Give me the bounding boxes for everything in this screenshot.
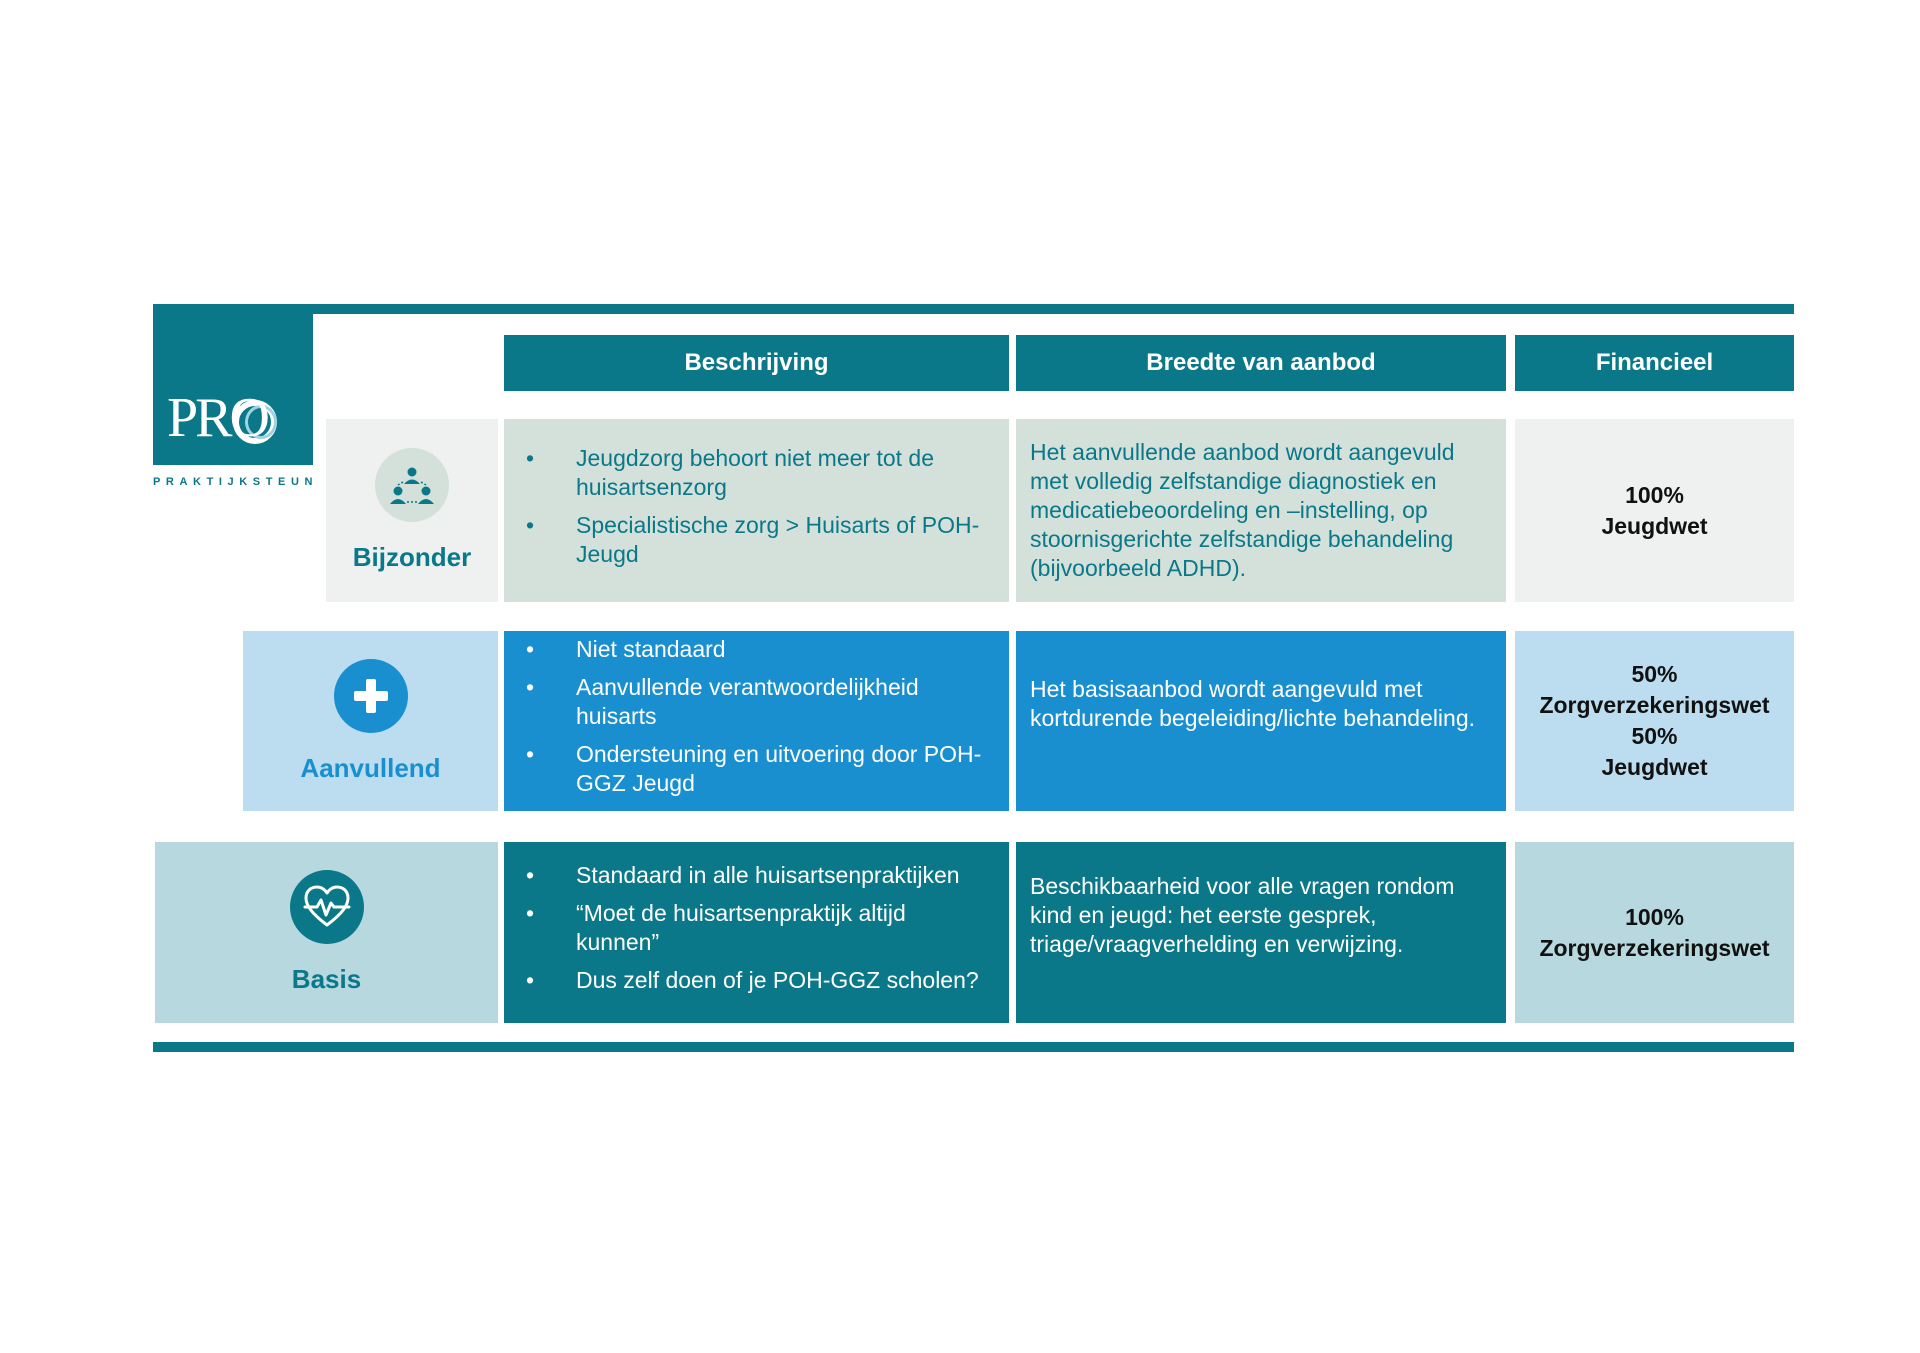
aanbod-cell-aanvullend xyxy=(1016,631,1506,811)
financieel-line: 50% xyxy=(1631,661,1678,687)
plus-icon xyxy=(334,659,408,733)
list-item: • Jeugdzorg behoort niet meer tot de huisartsenzorg xyxy=(520,444,993,502)
aanbod-text: Het aanvullende aanbod wordt aangevuld met volledig zelfstandige diagnostiek en medicatiebeoordeling en –instelling, op stoornisgerichte zelfstandige behandeling (bijvoorbeeld ADHD). xyxy=(1030,439,1455,581)
list-item: • Aanvullende verantwoordelijkheid huisarts xyxy=(520,673,993,731)
header-breedte-van-aanbod: Breedte van aanbod xyxy=(1016,335,1506,391)
aanbod-cell-basis xyxy=(1016,842,1506,1023)
aanbod-text: Het basisaanbod wordt aangevuld met kortdurende begeleiding/lichte behandeling. xyxy=(1030,676,1476,731)
row-label-basis xyxy=(155,842,498,1023)
row-label-bijzonder xyxy=(326,419,498,602)
pro-logo xyxy=(153,304,313,465)
financieel-line: Jeugdwet xyxy=(1601,512,1708,539)
financieel-cell-basis xyxy=(1515,842,1794,1023)
row-label-text: Bijzonder xyxy=(352,542,472,572)
financieel-line: 100% xyxy=(1625,481,1684,508)
financieel-line: Zorgverzekeringswet xyxy=(1539,934,1770,961)
beschrijving-cell-bijzonder xyxy=(504,419,1009,602)
list-item: • Standaard in alle huisartsenpraktijken xyxy=(520,861,993,890)
logo-word: PRO xyxy=(167,387,267,449)
list-item: • Dus zelf doen of je POH-GGZ scholen? xyxy=(520,966,993,995)
financieel-line: Jeugdwet xyxy=(1601,754,1708,780)
row-label-aanvullend xyxy=(243,631,498,811)
header-financieel: Financieel xyxy=(1515,335,1794,391)
aanbod-cell-bijzonder xyxy=(1016,419,1506,602)
aanbod-text: Beschikbaarheid voor alle vragen rondom kind en jeugd: het eerste gesprek, triage/vraagverhelding en verwijzing. xyxy=(1030,873,1455,957)
header-beschrijving: Beschrijving xyxy=(504,335,1009,391)
list-item: • “Moet de huisartsenpraktijk altijd kunnen” xyxy=(520,899,993,957)
row-label-text: Basis xyxy=(291,964,362,994)
financieel-cell-aanvullend xyxy=(1515,631,1794,811)
list-item: • Specialistische zorg > Huisarts of POH-Jeugd xyxy=(520,511,993,569)
list-item: • Niet standaard xyxy=(520,635,993,664)
beschrijving-cell-aanvullend xyxy=(504,631,1009,811)
financieel-line: 100% xyxy=(1625,903,1684,930)
bottom-rule xyxy=(153,1042,1794,1052)
beschrijving-cell-basis xyxy=(504,842,1009,1023)
financieel-line: 50% xyxy=(1631,723,1678,749)
heart-pulse-icon xyxy=(290,870,364,944)
financieel-cell-bijzonder xyxy=(1515,419,1794,602)
row-label-text: Aanvullend xyxy=(300,752,441,783)
top-rule xyxy=(153,304,1794,314)
logo-subtitle: PRAKTIJKSTEUN xyxy=(153,476,319,488)
list-item: • Ondersteuning en uitvoering door POH-GGZ Jeugd xyxy=(520,740,993,798)
financieel-line: Zorgverzekeringswet xyxy=(1539,692,1770,718)
people-network-icon xyxy=(375,448,449,522)
